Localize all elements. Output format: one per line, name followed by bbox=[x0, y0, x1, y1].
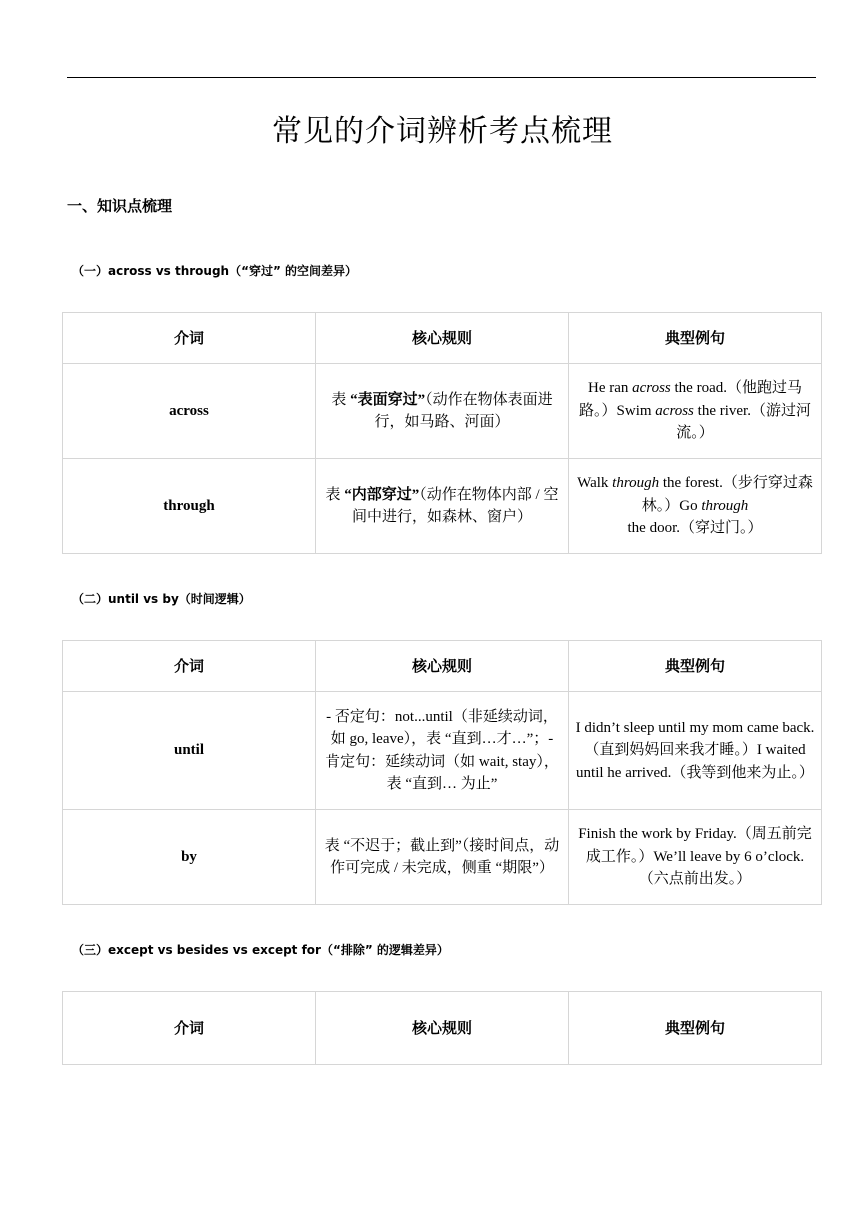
header-example: 典型例句 bbox=[569, 313, 822, 364]
preposition-cell: until bbox=[63, 692, 316, 810]
header-example: 典型例句 bbox=[569, 992, 822, 1065]
table-row bbox=[63, 692, 822, 810]
subsection-heading-until-by: （二）until vs by（时间逻辑） bbox=[72, 592, 251, 606]
rule-emphasis: “表面穿过” bbox=[350, 391, 426, 408]
table-header-row bbox=[63, 992, 822, 1065]
subsection-heading-except: （三）except vs besides vs except for（“排除” 的逻辑差异） bbox=[72, 943, 449, 957]
example-text: the forest.（步行穿过森林。） bbox=[641, 475, 813, 514]
rule-text: （动作在物体内部 / 空间中进行，如森林、窗户） bbox=[351, 486, 559, 525]
example-text: the river.（游过河流。） bbox=[676, 402, 811, 442]
rule-text: （动作在物体表面进行，如马路、河面） bbox=[374, 391, 553, 430]
example-text: Walk bbox=[577, 475, 613, 492]
header-rule bbox=[67, 77, 816, 78]
rule-prefix: 表 bbox=[325, 486, 345, 503]
example-text: He ran bbox=[587, 380, 633, 397]
preposition-cell: by bbox=[63, 810, 316, 905]
rule-cell: - 否定句：not...until（非延续动词，如 go, leave），表 “直到…才…”；- 肯定句：延续动词（如 wait, stay），表 “直到… 为止” bbox=[316, 692, 569, 810]
rule-emphasis: “内部穿过” bbox=[344, 486, 420, 503]
table-row bbox=[63, 810, 822, 905]
table-until-by bbox=[62, 640, 822, 905]
header-core-rule: 核心规则 bbox=[316, 313, 569, 364]
example-keyword: across bbox=[655, 402, 694, 419]
example-keyword: across bbox=[632, 380, 671, 397]
table-across-through bbox=[62, 312, 822, 554]
table-except-besides bbox=[62, 991, 822, 1065]
preposition-cell: across bbox=[63, 364, 316, 459]
section-heading: 一、知识点梳理 bbox=[67, 197, 173, 215]
document-title: 常见的介词辨析考点梳理 bbox=[272, 114, 613, 149]
table-row bbox=[63, 459, 822, 554]
example-cell: I didn’t sleep until my mom came back.（直到妈妈回来我才睡。）I waited until he arrived.（我等到他来为止。） bbox=[569, 692, 822, 810]
header-preposition: 介词 bbox=[63, 641, 316, 692]
header-preposition: 介词 bbox=[63, 313, 316, 364]
example-cell bbox=[569, 459, 822, 554]
header-example: 典型例句 bbox=[569, 641, 822, 692]
rule-prefix: 表 bbox=[331, 391, 351, 408]
example-text: Swim bbox=[616, 402, 656, 419]
header-core-rule: 核心规则 bbox=[316, 641, 569, 692]
example-text: the door.（穿过门。） bbox=[627, 520, 763, 537]
header-preposition: 介词 bbox=[63, 992, 316, 1065]
table-header-row bbox=[63, 313, 822, 364]
example-keyword: through bbox=[701, 497, 749, 514]
example-text: Go bbox=[679, 497, 702, 514]
example-text: the road.（他跑过马路。） bbox=[579, 380, 802, 419]
subsection-heading-across-through: （一）across vs through（“穿过” 的空间差异） bbox=[72, 264, 358, 278]
table-header-row bbox=[63, 641, 822, 692]
example-keyword: through bbox=[612, 475, 660, 492]
rule-cell bbox=[316, 364, 569, 459]
header-core-rule: 核心规则 bbox=[316, 992, 569, 1065]
example-cell: Finish the work by Friday.（周五前完成工作。）We’ll leave by 6 o’clock.（六点前出发。） bbox=[569, 810, 822, 905]
rule-cell: 表 “不迟于；截止到”（接时间点，动作可完成 / 未完成，侧重 “期限”） bbox=[316, 810, 569, 905]
rule-cell bbox=[316, 459, 569, 554]
table-row bbox=[63, 364, 822, 459]
example-cell bbox=[569, 364, 822, 459]
preposition-cell: through bbox=[63, 459, 316, 554]
